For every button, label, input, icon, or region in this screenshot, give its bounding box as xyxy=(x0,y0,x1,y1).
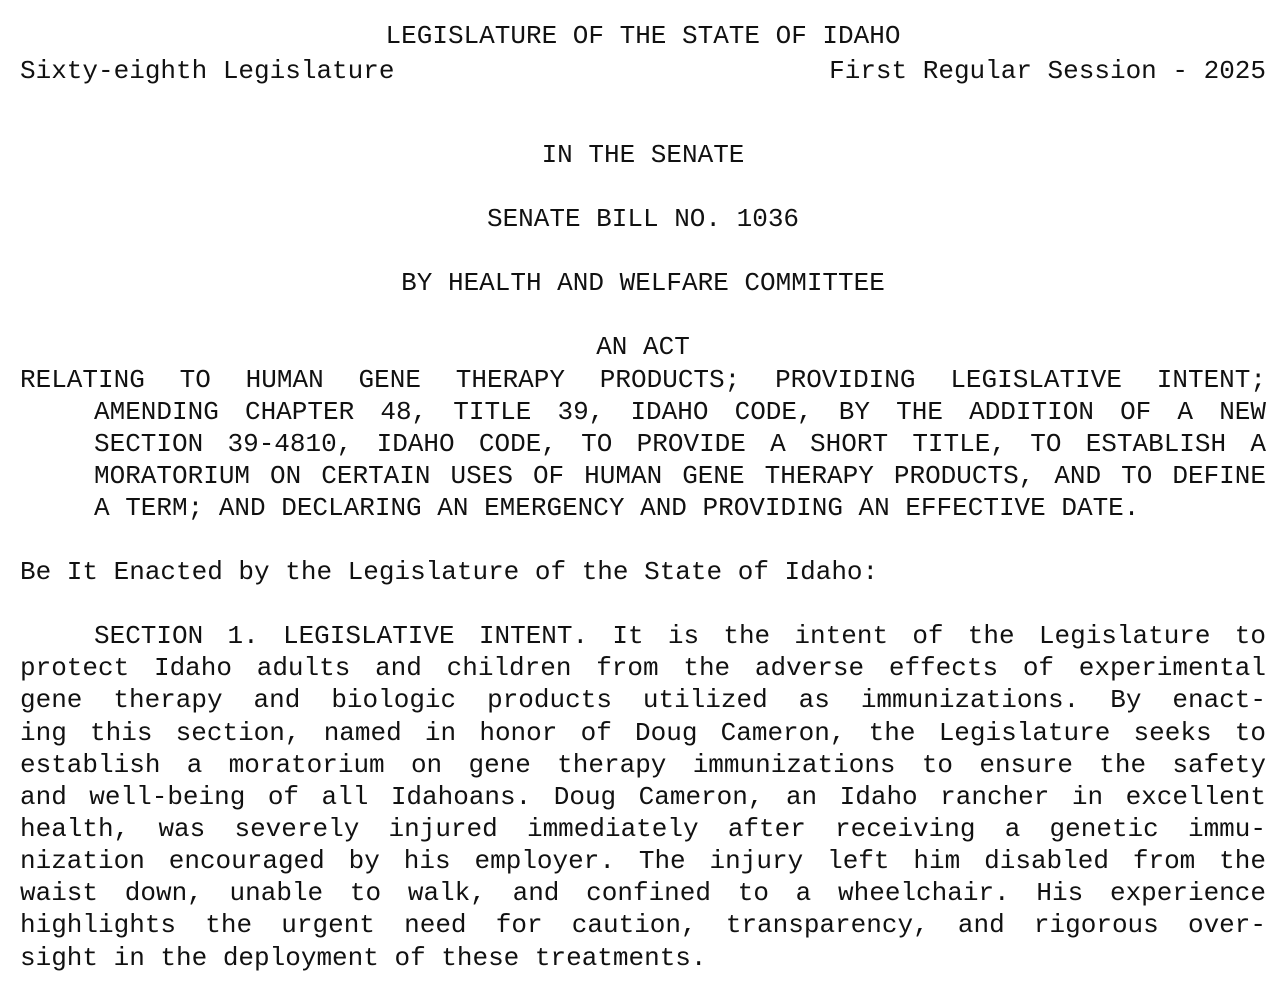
section-1-line: nization encouraged by his employer. The injury left him disabled from the xyxy=(20,846,1266,876)
section-1-line: establish a moratorium on gene therapy immunizations to ensure the safety xyxy=(20,750,1266,780)
legislature-title: LEGISLATURE OF THE STATE OF IDAHO xyxy=(385,21,901,51)
section-1-line: health, was severely injured immediately after receiving a genetic immu- xyxy=(20,814,1266,844)
session-header-row xyxy=(20,55,1266,87)
act-title-line: SECTION 39-4810, IDAHO CODE, TO PROVIDE A SHORT TITLE, TO ESTABLISH A xyxy=(94,429,1266,459)
section-1-line: SECTION 1. LEGISLATIVE INTENT. It is the intent of the Legislature to xyxy=(94,621,1266,651)
act-title-line: A TERM; AND DECLARING AN EMERGENCY AND PROVIDING AN EFFECTIVE DATE. xyxy=(94,493,1140,523)
section-1-line: sight in the deployment of these treatments. xyxy=(20,943,707,973)
section-1-line: and well-being of all Idahoans. Doug Cameron, an Idaho rancher in excellent xyxy=(20,782,1266,812)
sponsor-line: BY HEALTH AND WELFARE COMMITTEE xyxy=(401,268,885,298)
chamber-heading: IN THE SENATE xyxy=(541,140,745,170)
act-title-line: AMENDING CHAPTER 48, TITLE 39, IDAHO CODE, BY THE ADDITION OF A NEW xyxy=(94,397,1266,427)
section-1-line: protect Idaho adults and children from the adverse effects of experimental xyxy=(20,653,1266,683)
act-title-line: RELATING TO HUMAN GENE THERAPY PRODUCTS; PROVIDING LEGISLATIVE INTENT; xyxy=(20,365,1266,395)
act-title-line: MORATORIUM ON CERTAIN USES OF HUMAN GENE THERAPY PRODUCTS, AND TO DEFINE xyxy=(94,461,1266,491)
legislature-number: Sixty-eighth Legislature xyxy=(20,56,395,86)
act-heading: AN ACT xyxy=(596,332,690,362)
section-1-line: gene therapy and biologic products utilized as immunizations. By enact- xyxy=(20,685,1266,715)
bill-number: SENATE BILL NO. 1036 xyxy=(486,204,800,234)
section-1-line: ing this section, named in honor of Doug Cameron, the Legislature seeks to xyxy=(20,718,1266,748)
section-1-line: highlights the urgent need for caution, transparency, and rigorous over- xyxy=(20,910,1266,940)
enacting-clause: Be It Enacted by the Legislature of the State of Idaho: xyxy=(20,557,879,587)
session-label: First Regular Session - 2025 xyxy=(829,56,1266,86)
section-1-line: waist down, unable to walk, and confined to a wheelchair. His experience xyxy=(20,878,1266,908)
